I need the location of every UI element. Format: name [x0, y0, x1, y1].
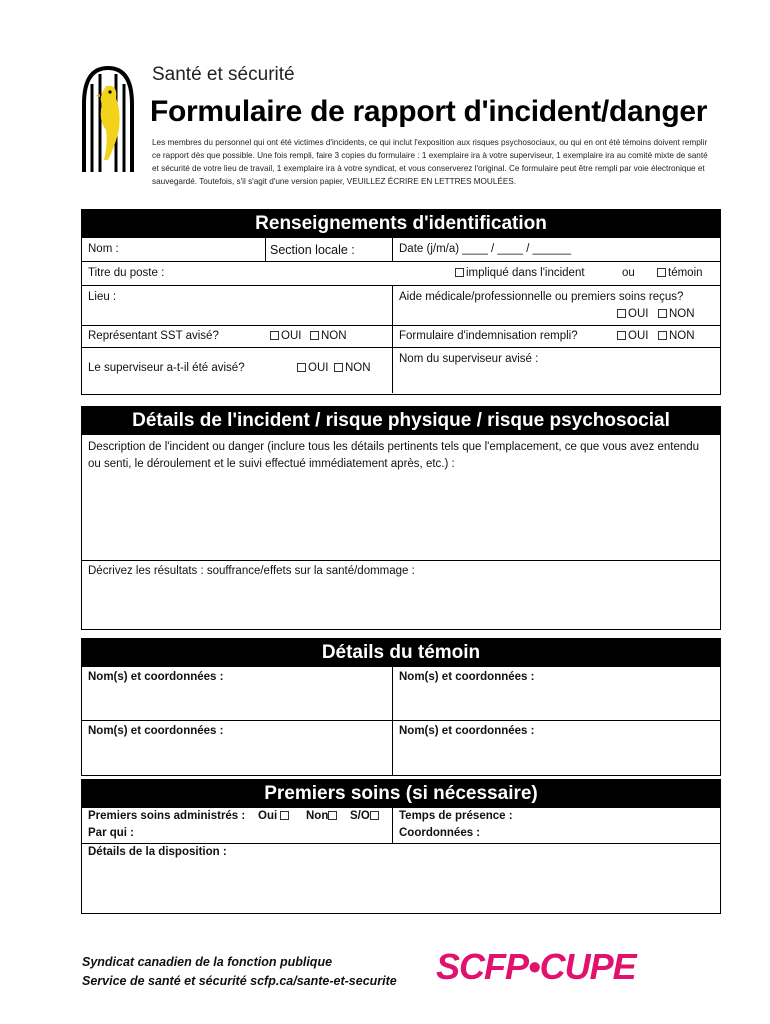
witness-3-contact[interactable]: Nom(s) et coordonnées :: [88, 725, 224, 737]
aide-medicale-oui[interactable]: OUI: [617, 308, 648, 320]
titre-poste-field[interactable]: Titre du poste :: [88, 267, 165, 279]
witness-2-contact[interactable]: Nom(s) et coordonnées :: [399, 671, 535, 683]
identification-heading: Renseignements d'identification: [82, 210, 720, 237]
incident-heading: Détails de l'incident / risque physique / risque psychosocial: [82, 407, 720, 434]
witness-row-2: [82, 720, 720, 775]
identification-section: [81, 209, 721, 395]
checkbox-icon[interactable]: [658, 331, 667, 340]
temoin-checkbox-label[interactable]: témoin: [657, 267, 703, 279]
nom-field[interactable]: Nom :: [88, 243, 119, 255]
first-aid-row-1: [82, 807, 720, 843]
row-lieu: [82, 285, 720, 325]
witness-4-contact[interactable]: Nom(s) et coordonnées :: [399, 725, 535, 737]
checkbox-icon[interactable]: [270, 331, 279, 340]
first-aid-heading: Premiers soins (si nécessaire): [82, 780, 720, 807]
checkbox-icon[interactable]: [370, 811, 379, 820]
witness-row-1: [82, 666, 720, 720]
checkbox-icon[interactable]: [617, 309, 626, 318]
lieu-field[interactable]: Lieu :: [88, 291, 117, 303]
checkbox-icon[interactable]: [658, 309, 667, 318]
date-field[interactable]: Date (j/m/a) ____ / ____ / ______: [399, 243, 571, 255]
checkbox-icon[interactable]: [328, 811, 337, 820]
implique-checkbox-label[interactable]: impliqué dans l'incident: [455, 267, 585, 279]
first-aid-oui[interactable]: Oui: [258, 810, 291, 822]
row-nom-date: [82, 237, 720, 261]
canary-in-cage-icon: [78, 64, 138, 174]
form-kicker: Santé et sécurité: [152, 64, 295, 85]
superviseur-avise-label: Le superviseur a-t-il été avisé?: [88, 362, 245, 374]
scfp-cupe-logo: SCFP•CUPE: [436, 946, 636, 987]
row-representant-sst: [82, 325, 720, 347]
temps-presence-field[interactable]: Temps de présence :: [399, 810, 513, 822]
resultats-field[interactable]: Décrivez les résultats : souffrance/effets sur la santé/dommage :: [82, 560, 720, 629]
form-instructions: Les membres du personnel qui ont été victimes d'incidents, ce qui inclut l'exposition aux risques psychosociaux, ou qui en ont été témoins doivent remplir ce rapport dès que possible. Une fois rempli, faire 3 copies du formulaire : 1 exemplaire ira à votre superviseur, 1 exemplaire ira au comité mixte de santé et sécurité de votre lieu de travail, 1 exemplaire ira à votre syndicat, et vous conserverez l'original. Ce formulaire peut être rempli par voie électronique et sauvegardé. Toutefois, s'il s'agit d'une version papier, VEUILLEZ ÉCRIRE EN LETTRES MOULÉES.: [152, 138, 708, 186]
checkbox-icon[interactable]: [280, 811, 289, 820]
row-titre-poste: [82, 261, 720, 285]
section-locale-field[interactable]: Section locale :: [270, 243, 355, 257]
indemnisation-label: Formulaire d'indemnisation rempli?: [399, 330, 578, 342]
disposition-field[interactable]: Détails de la disposition :: [82, 843, 720, 913]
first-aid-administered-label: Premiers soins administrés :: [88, 810, 246, 822]
superviseur-avise-non[interactable]: NON: [334, 362, 371, 374]
representant-sst-non[interactable]: NON: [310, 330, 347, 342]
representant-sst-label: Représentant SST avisé?: [88, 330, 219, 342]
checkbox-icon[interactable]: [297, 363, 306, 372]
coordonnees-field[interactable]: Coordonnées :: [399, 827, 481, 839]
superviseur-avise-oui[interactable]: OUI: [297, 362, 328, 374]
checkbox-icon[interactable]: [334, 363, 343, 372]
par-qui-field[interactable]: Par qui :: [88, 827, 135, 839]
checkbox-icon[interactable]: [617, 331, 626, 340]
footer-union-name: Syndicat canadien de la fonction publique: [82, 955, 333, 969]
first-aid-so[interactable]: S/O: [350, 810, 381, 822]
witness-1-contact[interactable]: Nom(s) et coordonnées :: [88, 671, 224, 683]
first-aid-section: [81, 779, 721, 914]
footer-service-link[interactable]: Service de santé et sécurité scfp.ca/sante-et-securite: [82, 974, 397, 988]
checkbox-icon[interactable]: [310, 331, 319, 340]
representant-sst-oui[interactable]: OUI: [270, 330, 301, 342]
first-aid-non[interactable]: Non: [306, 810, 339, 822]
form-title: Formulaire de rapport d'incident/danger: [150, 95, 708, 128]
indemnisation-non[interactable]: NON: [658, 330, 695, 342]
description-field[interactable]: Description de l'incident ou danger (inclure tous les détails pertinents tels que l'emplacement, ce que vous avez entendu ou senti, le déroulement et le suivi effectué immédiatement après, etc.) :: [82, 434, 720, 560]
ou-label: ou: [622, 267, 635, 279]
indemnisation-oui[interactable]: OUI: [617, 330, 648, 342]
incident-section: [81, 406, 721, 630]
aide-medicale-non[interactable]: NON: [658, 308, 695, 320]
aide-medicale-label: Aide médicale/professionnelle ou premiers soins reçus?: [399, 291, 684, 303]
row-superviseur: [82, 347, 720, 393]
checkbox-icon[interactable]: [455, 268, 464, 277]
checkbox-icon[interactable]: [657, 268, 666, 277]
witness-section: [81, 638, 721, 776]
witness-heading: Détails du témoin: [82, 639, 720, 666]
nom-superviseur-field[interactable]: Nom du superviseur avisé :: [399, 353, 539, 365]
